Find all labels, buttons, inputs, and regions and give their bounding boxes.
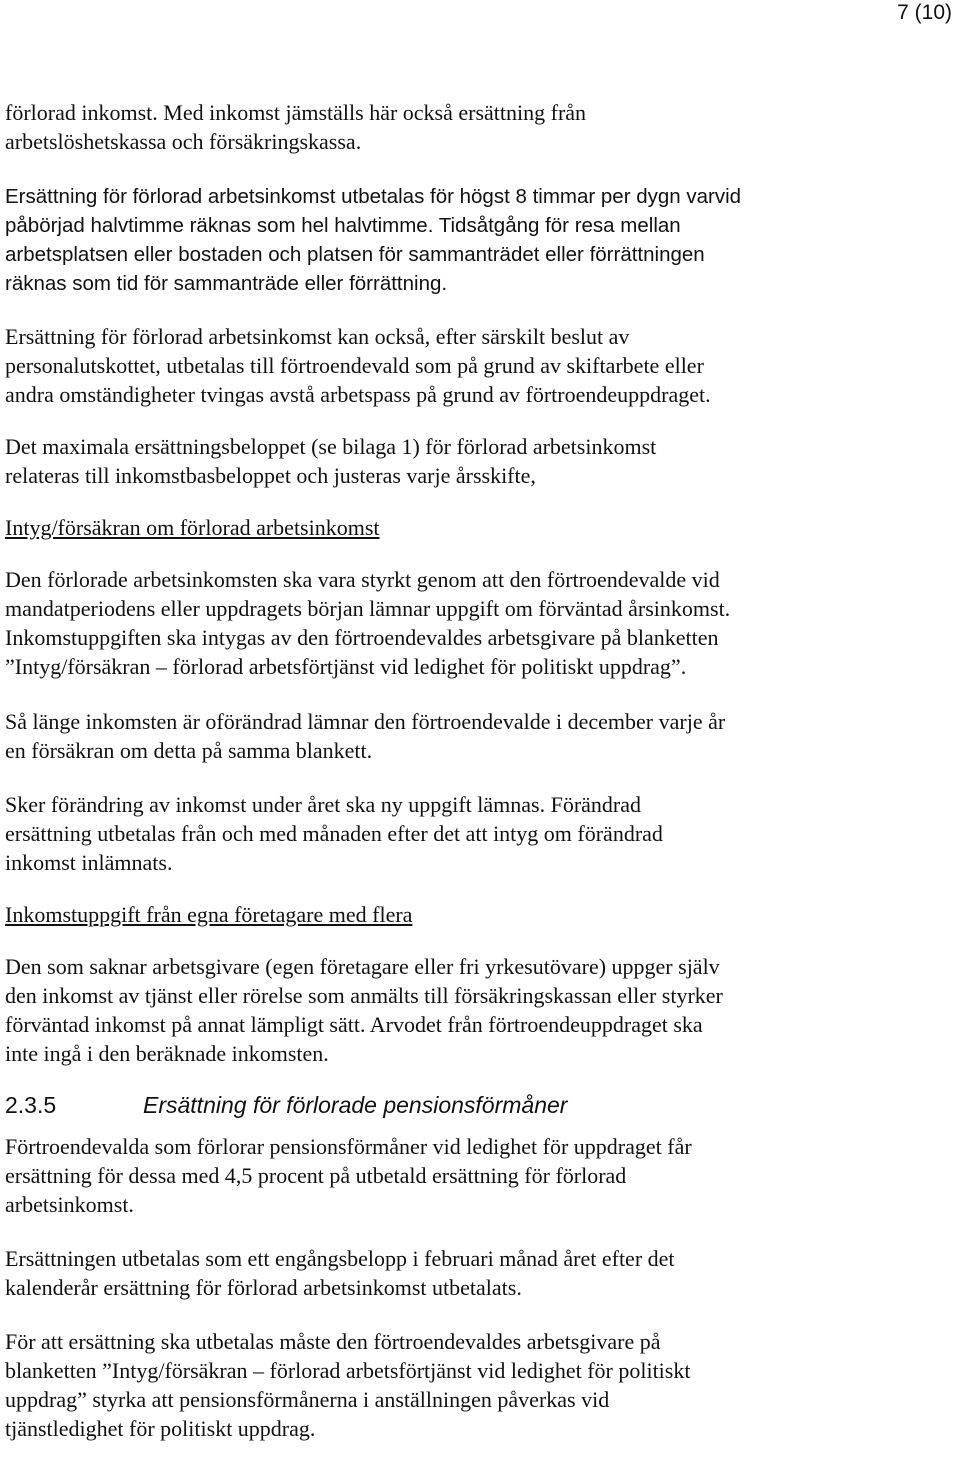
paragraph-lump-sum: Ersättningen utbetalas som ett engångsbelopp i februari månad året efter det kalenderår ersättning för förlorad arbetsinkomst utbetalats. <box>5 1246 675 1300</box>
paragraph-income-change: Sker förändring av inkomst under året ska ny uppgift lämnas. Förändrad ersättning utbetalas från och med månaden efter det att intyg om förändrad inkomst inlämnats. <box>5 792 663 875</box>
paragraph-certificate: Den förlorade arbetsinkomsten ska vara styrkt genom att den förtroendevalde vid mandatperiodens eller uppdragets början lämnar uppgift om förväntad årsinkomst. Inkomstuppgiften ska intygas av den förtroendevaldes arbetsgivare på blanketten ”Intyg/försäkran – förlorad arbetsförtjänst vid ledighet för politiskt uppdrag”. <box>5 567 731 679</box>
paragraph-employer-certification: För att ersättning ska utbetalas måste den förtroendevaldes arbetsgivare på blanketten ”Intyg/försäkran – förlorad arbetsförtjänst vid ledighet för politiskt uppdrag” styrka att pensionsförmånerna i anställningen påverkas vid tjänstledighet för politiskt uppdrag. <box>5 1329 691 1441</box>
paragraph-self-employed: Den som saknar arbetsgivare (egen företagare eller fri yrkesutövare) uppger själv den inkomst av tjänst eller rörelse som anmälts till försäkringskassan eller styrker förväntad inkomst på annat lämpligt sätt. Arvodet från förtroendeuppdraget ska inte ingå i den beräknade inkomsten. <box>5 954 723 1066</box>
paragraph-max-amount: Det maximala ersättningsbeloppet (se bilaga 1) för förlorad arbetsinkomst relateras till inkomstbasbeloppet och justeras varje årsskifte, <box>5 434 657 488</box>
paragraph-lost-income-cont: förlorad inkomst. Med inkomst jämställs här också ersättning från arbetslöshetskassa och försäkringskassa. <box>5 100 587 154</box>
paragraph-pension-compensation: Förtroendevalda som förlorar pensionsförmåner vid ledighet för uppdraget får ersättning för dessa med 4,5 procent på utbetald ersättning för förlorad arbetsinkomst. <box>5 1134 692 1217</box>
subheading-certificate: Intyg/försäkran om förlorad arbetsinkomst <box>5 515 380 540</box>
section-heading <box>5 1091 955 1120</box>
section-title: Ersättning för förlorade pensionsförmåner <box>143 1092 568 1118</box>
subheading-self-employed: Inkomstuppgift från egna företagare med flera <box>5 902 413 927</box>
page-number: 7 (10) <box>897 1 952 24</box>
paragraph-max-hours: Ersättning för förlorad arbetsinkomst utbetalas för högst 8 timmar per dygn varvid påbörjad halvtimme räknas som hel halvtimme. Tidsåtgång för resa mellan arbetsplatsen eller bostaden och platsen för sammanträdet eller förrättningen räknas som tid för sammanträde eller förrättning. <box>5 185 742 295</box>
document-body <box>5 98 955 1443</box>
paragraph-shift-work: Ersättning för förlorad arbetsinkomst kan också, efter särskilt beslut av personalutskottet, utbetalas till förtroendevald som på grund av skiftarbete eller andra omständigheter tvingas avstå arbetspass på grund av förtroendeuppdraget. <box>5 324 711 407</box>
section-number: 2.3.5 <box>5 1092 57 1118</box>
paragraph-unchanged-income: Så länge inkomsten är oförändrad lämnar den förtroendevalde i december varje år en försäkran om detta på samma blankett. <box>5 709 726 763</box>
